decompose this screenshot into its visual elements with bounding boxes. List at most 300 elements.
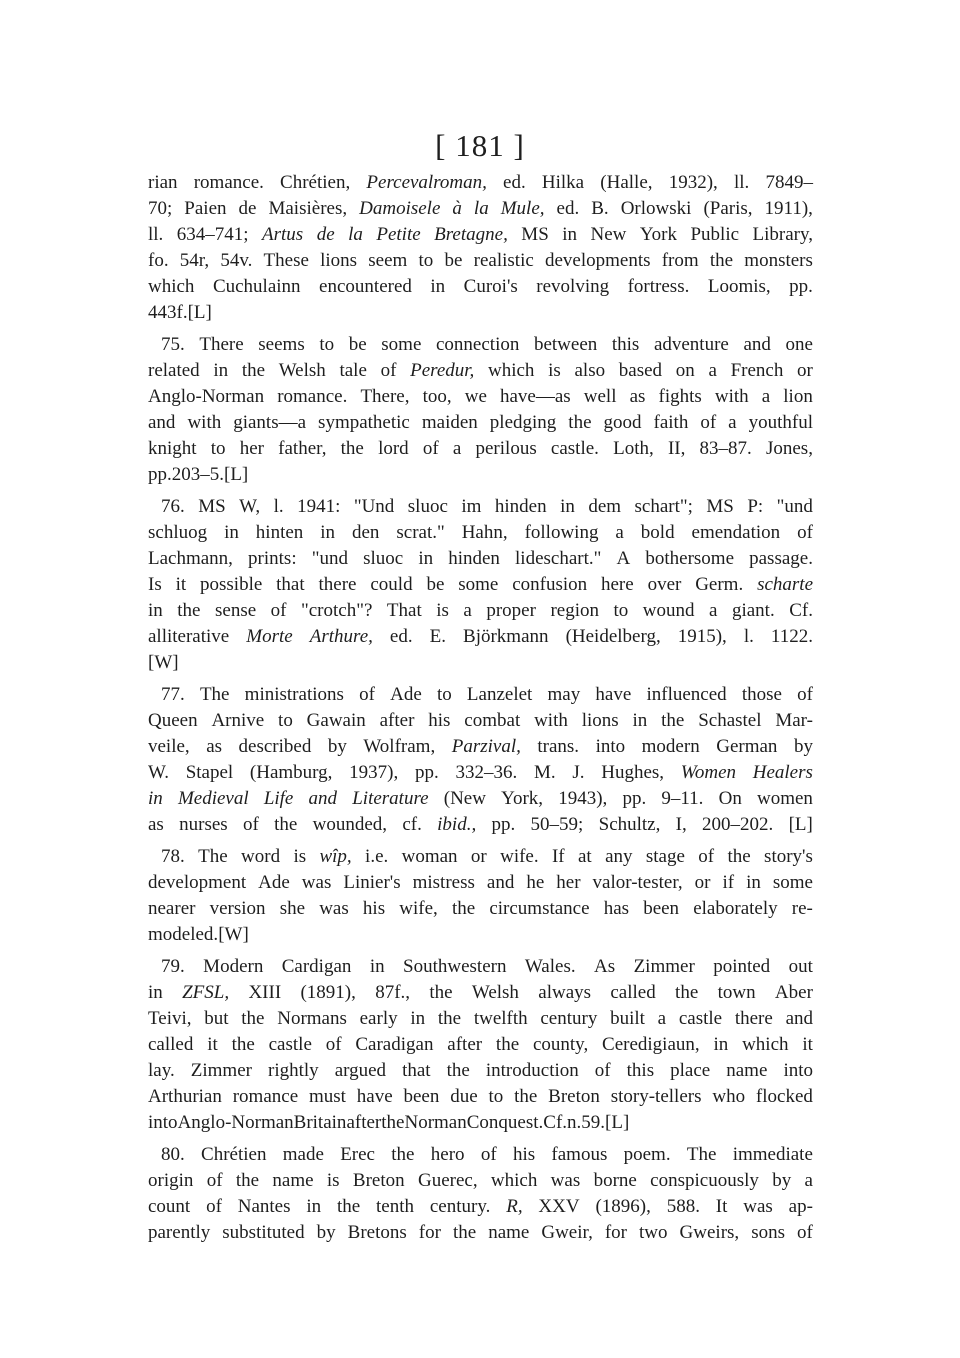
- word: sense: [215, 600, 257, 621]
- word: Damoisele: [359, 198, 441, 219]
- word: Hughes,: [601, 762, 665, 783]
- word: pp.: [491, 814, 516, 835]
- word: century: [540, 1008, 598, 1029]
- word: was: [301, 872, 332, 893]
- word: of: [206, 1170, 223, 1191]
- word: into: [595, 736, 626, 757]
- word: too,: [422, 386, 452, 407]
- word: lideschart.": [515, 548, 602, 569]
- word: Arthure,: [309, 626, 373, 647]
- word: to: [319, 334, 335, 355]
- word: the: [446, 1060, 470, 1081]
- word: 76.: [161, 496, 185, 517]
- word: Anglo-Norman: [177, 1112, 294, 1133]
- text-line: [148, 572, 813, 598]
- word: (New: [443, 788, 486, 809]
- text-line: [148, 1006, 813, 1032]
- word: the: [675, 982, 699, 1003]
- word: 203–5.: [171, 464, 224, 485]
- word: some: [381, 334, 422, 355]
- word: scharte: [757, 574, 813, 595]
- word: fortress.: [627, 276, 690, 297]
- word: influenced: [646, 684, 727, 705]
- word: of: [797, 1222, 813, 1243]
- word: Welsh: [278, 360, 326, 381]
- word: be: [426, 574, 445, 595]
- word: Paien: [184, 198, 227, 219]
- word: "Und: [353, 496, 395, 517]
- word: I,: [675, 814, 687, 835]
- word: word: [241, 846, 281, 867]
- word: modern: [641, 736, 700, 757]
- word: dem: [588, 496, 622, 517]
- word: (Heidelberg,: [565, 626, 661, 647]
- word: 54r,: [179, 250, 210, 271]
- word: and: [148, 412, 176, 433]
- word: Gweirs,: [679, 1222, 740, 1243]
- word: who: [712, 1086, 746, 1107]
- note-first-line: [148, 1142, 813, 1168]
- word: 1122.: [770, 626, 813, 647]
- word: or: [470, 846, 487, 867]
- word: castle.: [550, 438, 599, 459]
- word: wîp,: [319, 846, 352, 867]
- word: some: [772, 872, 813, 893]
- word: this: [626, 1060, 655, 1081]
- word: (1896),: [595, 1196, 651, 1217]
- word: 75.: [161, 334, 185, 355]
- word: 200–202.: [702, 814, 774, 835]
- word: the: [235, 1170, 260, 1191]
- word: this: [611, 334, 640, 355]
- word: have—as: [499, 386, 571, 407]
- word: Curoi's: [463, 276, 518, 297]
- word: been: [403, 1086, 440, 1107]
- word: of: [242, 814, 259, 835]
- word: The: [198, 846, 228, 867]
- word: the: [727, 846, 751, 867]
- word: Chrétien: [201, 1144, 267, 1165]
- note-first-line: [148, 844, 813, 870]
- word: (Hamburg,: [249, 762, 333, 783]
- word: in: [746, 872, 761, 893]
- word: Bretons: [347, 1222, 407, 1243]
- word: based: [618, 360, 663, 381]
- word: Bretagne,: [434, 224, 508, 245]
- word: and: [743, 334, 771, 355]
- word: that: [402, 1060, 431, 1081]
- word: out: [788, 956, 813, 977]
- word: wife.: [500, 846, 539, 867]
- word: in: [224, 522, 239, 543]
- word: Breton: [352, 1170, 405, 1191]
- word: n.: [567, 1112, 582, 1133]
- word: (1891),: [300, 982, 356, 1003]
- text-line: [148, 196, 813, 222]
- word: related: [148, 360, 200, 381]
- word: maiden: [421, 412, 478, 433]
- word: pp.: [414, 762, 439, 783]
- word: of: [206, 1196, 222, 1217]
- word: the: [709, 250, 734, 271]
- text-line: [148, 896, 813, 922]
- word: which: [488, 360, 535, 381]
- word: Wales.: [524, 956, 576, 977]
- word: into: [148, 1112, 178, 1133]
- word: 78.: [161, 846, 185, 867]
- word: Welsh: [471, 982, 519, 1003]
- word: could: [370, 574, 413, 595]
- word: from: [661, 250, 699, 271]
- word: circumstance: [489, 898, 590, 919]
- word: Ceredigiaun,: [602, 1034, 700, 1055]
- word: 332–36.: [455, 762, 518, 783]
- word: 1932),: [668, 172, 718, 193]
- word: in: [713, 1034, 729, 1055]
- word: name: [488, 1222, 530, 1243]
- word: 54v.: [220, 250, 253, 271]
- word: built: [610, 1008, 645, 1029]
- word: Queen: [148, 710, 198, 731]
- word: a: [709, 600, 718, 621]
- word: Schultz,: [598, 814, 661, 835]
- word: lions: [320, 250, 358, 271]
- word: those: [741, 684, 782, 705]
- word: at: [578, 846, 592, 867]
- word: in: [560, 496, 575, 517]
- word: As: [594, 956, 616, 977]
- word: story-tellers: [610, 1086, 702, 1107]
- word: Germ.: [695, 574, 744, 595]
- word: following: [524, 522, 599, 543]
- word: If: [551, 846, 565, 867]
- word: Linier's: [343, 872, 401, 893]
- word: romance: [232, 1086, 299, 1107]
- word: the: [568, 412, 592, 433]
- word: II,: [667, 438, 686, 459]
- word: hinden: [448, 548, 500, 569]
- word: Zimmer: [190, 1060, 252, 1081]
- word: emendation: [691, 522, 781, 543]
- text-line: [148, 980, 813, 1006]
- word: de: [316, 224, 335, 245]
- word: count: [148, 1196, 191, 1217]
- word: seem: [368, 250, 408, 271]
- word: hinten: [255, 522, 304, 543]
- word: The: [686, 1144, 717, 1165]
- word: been: [643, 898, 680, 919]
- word: [W]: [148, 652, 179, 673]
- word: after: [346, 1112, 382, 1133]
- word: perilous: [475, 438, 537, 459]
- word: to: [488, 1086, 504, 1107]
- word: (Paris,: [703, 198, 753, 219]
- word: in: [430, 276, 446, 297]
- word: 77.: [161, 684, 185, 705]
- word: in: [148, 600, 163, 621]
- word: Chrétien,: [280, 172, 351, 193]
- text-line: [148, 760, 813, 786]
- word: of: [480, 1144, 497, 1165]
- word: "crotch"?: [300, 600, 373, 621]
- word: That: [386, 600, 422, 621]
- word: [L]: [187, 302, 212, 323]
- word: possible: [200, 574, 263, 595]
- word: ap-: [788, 1196, 813, 1217]
- word: the: [241, 360, 266, 381]
- word: by: [772, 1170, 792, 1191]
- word: la: [473, 198, 489, 219]
- word: Mar-: [775, 710, 813, 731]
- word: ll.: [733, 172, 750, 193]
- word: has: [603, 898, 630, 919]
- word: i.e.: [365, 846, 389, 867]
- word: trans.: [537, 736, 580, 757]
- word: and: [308, 788, 338, 809]
- note-first-line: [148, 682, 813, 708]
- word: Peredur,: [410, 360, 475, 381]
- word: to: [210, 438, 226, 459]
- word: to: [278, 710, 293, 731]
- word: the: [437, 1008, 462, 1029]
- word: Medieval: [177, 788, 249, 809]
- word: parently: [148, 1222, 211, 1243]
- word: ed.: [389, 626, 413, 647]
- word: à: [452, 198, 462, 219]
- word: ZFSL,: [182, 982, 230, 1003]
- word: of: [594, 1060, 611, 1081]
- word: There: [199, 334, 244, 355]
- word: good: [603, 412, 642, 433]
- word: 59.: [581, 1112, 606, 1133]
- word: if: [722, 872, 735, 893]
- word: schluog: [148, 522, 208, 543]
- word: sluoc: [363, 548, 404, 569]
- word: realistic: [473, 250, 534, 271]
- word: the: [231, 1034, 255, 1055]
- word: den: [351, 522, 380, 543]
- text-line: [148, 1194, 813, 1220]
- word: father,: [278, 438, 327, 459]
- word: substituted: [222, 1222, 305, 1243]
- word: combat: [464, 710, 521, 731]
- word: revolving: [536, 276, 610, 297]
- word: place: [670, 1060, 711, 1081]
- word: there: [318, 574, 357, 595]
- word: lord: [378, 438, 409, 459]
- word: with: [187, 412, 222, 433]
- word: On: [718, 788, 742, 809]
- word: XIII: [248, 982, 282, 1003]
- word: "und: [776, 496, 813, 517]
- word: flocked: [755, 1086, 813, 1107]
- word: called: [610, 982, 656, 1003]
- word: 83–87.: [699, 438, 752, 459]
- word: between: [533, 334, 598, 355]
- text-line: [148, 520, 813, 546]
- text-line: [148, 546, 813, 572]
- word: Aber: [774, 982, 813, 1003]
- word: Library,: [752, 224, 813, 245]
- word: to: [436, 684, 452, 705]
- word: his: [362, 898, 386, 919]
- word: 1937),: [349, 762, 399, 783]
- word: Southwestern: [403, 956, 507, 977]
- word: schart";: [634, 496, 693, 517]
- word: as: [148, 814, 164, 835]
- word: Healers: [752, 762, 813, 783]
- word: 588.: [666, 1196, 700, 1217]
- word: pledging: [489, 412, 557, 433]
- word: county,: [532, 1034, 589, 1055]
- word: Cuchulainn: [212, 276, 301, 297]
- text-line: [148, 734, 813, 760]
- word: connection: [435, 334, 520, 355]
- word: wife,: [399, 898, 438, 919]
- word: town: [717, 982, 756, 1003]
- word: 1941:: [297, 496, 341, 517]
- word: on: [675, 360, 695, 381]
- word: a: [615, 522, 624, 543]
- word: 1915),: [677, 626, 727, 647]
- word: la: [348, 224, 363, 245]
- word: it: [207, 1034, 218, 1055]
- word: There,: [360, 386, 410, 407]
- word: pointed: [713, 956, 771, 977]
- word: Nantes: [237, 1196, 291, 1217]
- word: romance.: [277, 386, 348, 407]
- word: Petite: [376, 224, 421, 245]
- word: Schastel: [698, 710, 762, 731]
- text-line: [148, 274, 813, 300]
- note-first-line: [148, 494, 813, 520]
- word: after: [447, 1034, 483, 1055]
- text-line: [148, 598, 813, 624]
- word: Life: [263, 788, 294, 809]
- word: W.: [148, 762, 169, 783]
- word: Percevalroman,: [366, 172, 487, 193]
- word: Caradigan: [355, 1034, 434, 1055]
- word: of: [359, 684, 375, 705]
- word: lion: [783, 386, 813, 407]
- word: for: [418, 1222, 441, 1243]
- word: These: [263, 250, 309, 271]
- word: rightly: [268, 1060, 319, 1081]
- word: 443f.: [148, 302, 188, 323]
- note-text: [148, 170, 813, 1246]
- word: mistress: [412, 872, 475, 893]
- word: Stapel: [185, 762, 234, 783]
- word: Breton: [548, 1086, 600, 1107]
- word: bold: [640, 522, 675, 543]
- word: Arnive: [211, 710, 265, 731]
- text-line: [148, 462, 813, 488]
- word: Lanzelet: [466, 684, 533, 705]
- word: tenth: [376, 1196, 415, 1217]
- text-line: [148, 358, 813, 384]
- text-line: [148, 870, 813, 896]
- word: [L]: [605, 1112, 630, 1133]
- word: to: [613, 600, 629, 621]
- word: in: [148, 982, 163, 1003]
- word: 80.: [161, 1144, 185, 1165]
- word: have: [595, 684, 632, 705]
- word: by: [327, 736, 347, 757]
- word: [W]: [218, 924, 249, 945]
- word: of: [422, 438, 439, 459]
- word: in: [148, 788, 163, 809]
- word: the: [391, 1144, 415, 1165]
- word: pp.: [148, 464, 172, 485]
- word: ed.: [556, 198, 580, 219]
- word: Jones,: [765, 438, 813, 459]
- word: any: [605, 846, 633, 867]
- word: seems: [258, 334, 305, 355]
- word: borne: [593, 1170, 637, 1191]
- word: a: [657, 1008, 667, 1029]
- word: the: [274, 814, 298, 835]
- word: New: [590, 224, 627, 245]
- word: l.: [743, 626, 754, 647]
- word: the: [452, 1222, 477, 1243]
- word: Loth,: [613, 438, 654, 459]
- word: must: [308, 1086, 346, 1107]
- word: which: [490, 1170, 538, 1191]
- word: 634–741;: [176, 224, 249, 245]
- word: version: [209, 898, 266, 919]
- word: be: [348, 334, 367, 355]
- word: [L]: [224, 464, 249, 485]
- word: Björkmann: [463, 626, 549, 647]
- word: The: [199, 684, 230, 705]
- word: the: [429, 982, 453, 1003]
- word: the: [177, 600, 201, 621]
- word: in: [320, 522, 336, 543]
- word: the: [514, 1086, 538, 1107]
- word: Public: [690, 224, 740, 245]
- word: ministrations: [244, 684, 344, 705]
- word: Orlowski: [620, 198, 692, 219]
- word: 1943),: [558, 788, 608, 809]
- word: im: [461, 496, 482, 517]
- word: Loomis,: [707, 276, 771, 297]
- word: adventure: [653, 334, 729, 355]
- word: l.: [273, 496, 284, 517]
- text-line: [148, 650, 813, 676]
- word: he: [526, 872, 545, 893]
- word: 7849–: [765, 172, 813, 193]
- word: Wolfram,: [363, 736, 436, 757]
- word: Ade: [258, 872, 290, 893]
- word: Cf.: [543, 1112, 568, 1133]
- word: name: [272, 1170, 314, 1191]
- word: Modern: [203, 956, 264, 977]
- word: that: [276, 574, 305, 595]
- word: origin: [148, 1170, 194, 1191]
- text-line: [148, 170, 813, 196]
- word: nearer: [148, 898, 196, 919]
- word: knight: [148, 438, 197, 459]
- text-line: [148, 410, 813, 436]
- word: her: [556, 872, 581, 893]
- word: MS: [198, 496, 226, 517]
- word: Normans: [277, 1008, 347, 1029]
- word: by: [793, 736, 813, 757]
- word: in: [213, 360, 229, 381]
- word: Ade: [390, 684, 422, 705]
- word: lay.: [148, 1060, 175, 1081]
- word: Mule,: [500, 198, 545, 219]
